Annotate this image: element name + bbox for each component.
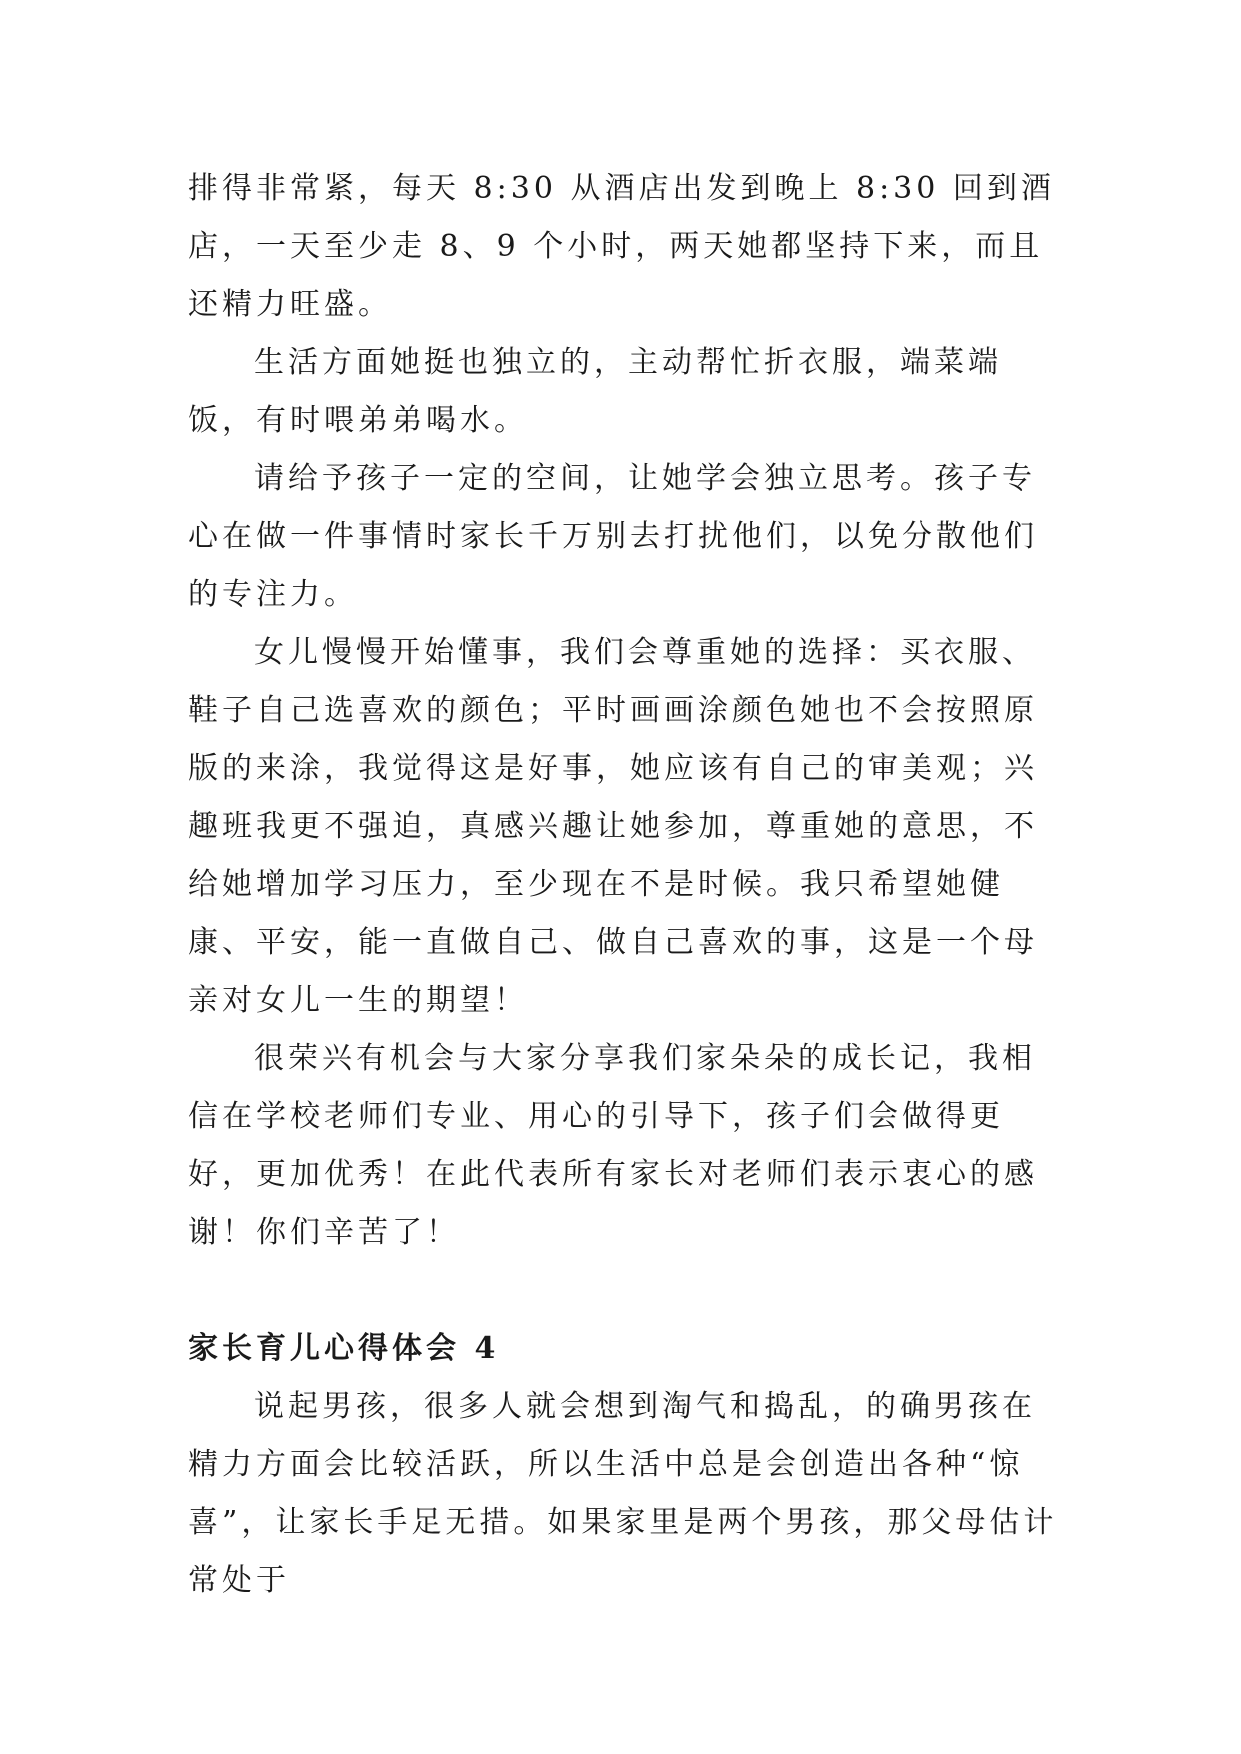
section-heading: 家长育儿心得体会 4 xyxy=(188,1331,500,1366)
document-body xyxy=(188,160,1068,1610)
paragraph-5: 很荣兴有机会与大家分享我们家朵朵的成长记，我相信在学校老师们专业、用心的引导下，孩子们会做得更好，更加优秀！在此代表所有家长对老师们表示衷心的感谢！你们辛苦了！ xyxy=(188,1041,1038,1250)
paragraph-6: 说起男孩，很多人就会想到淘气和捣乱，的确男孩在精力方面会比较活跃，所以生活中总是会创造出各种“惊喜”，让家长手足无措。如果家里是两个男孩，那父母估计常处于 xyxy=(188,1389,1058,1598)
section-spacer xyxy=(188,1262,1068,1320)
paragraph-4: 女儿慢慢开始懂事，我们会尊重她的选择：买衣服、鞋子自己选喜欢的颜色；平时画画涂颜色她也不会按照原版的来涂，我觉得这是好事，她应该有自己的审美观；兴趣班我更不强迫，真感兴趣让她参加，尊重她的意思，不给她增加学习压力，至少现在不是时候。我只希望她健康、平安，能一直做自己、做自己喜欢的事，这是一个母亲对女儿一生的期望！ xyxy=(188,635,1038,1018)
paragraph-2: 生活方面她挺也独立的，主动帮忙折衣服，端菜端饭，有时喂弟弟喝水。 xyxy=(188,345,1002,438)
paragraph-1: 排得非常紧，每天 8:30 从酒店出发到晚上 8:30 回到酒店，一天至少走 8、9 个小时，两天她都坚持下来，而且还精力旺盛。 xyxy=(188,171,1055,322)
paragraph-3: 请给予孩子一定的空间，让她学会独立思考。孩子专心在做一件事情时家长千万别去打扰他们，以免分散他们的专注力。 xyxy=(188,461,1038,612)
